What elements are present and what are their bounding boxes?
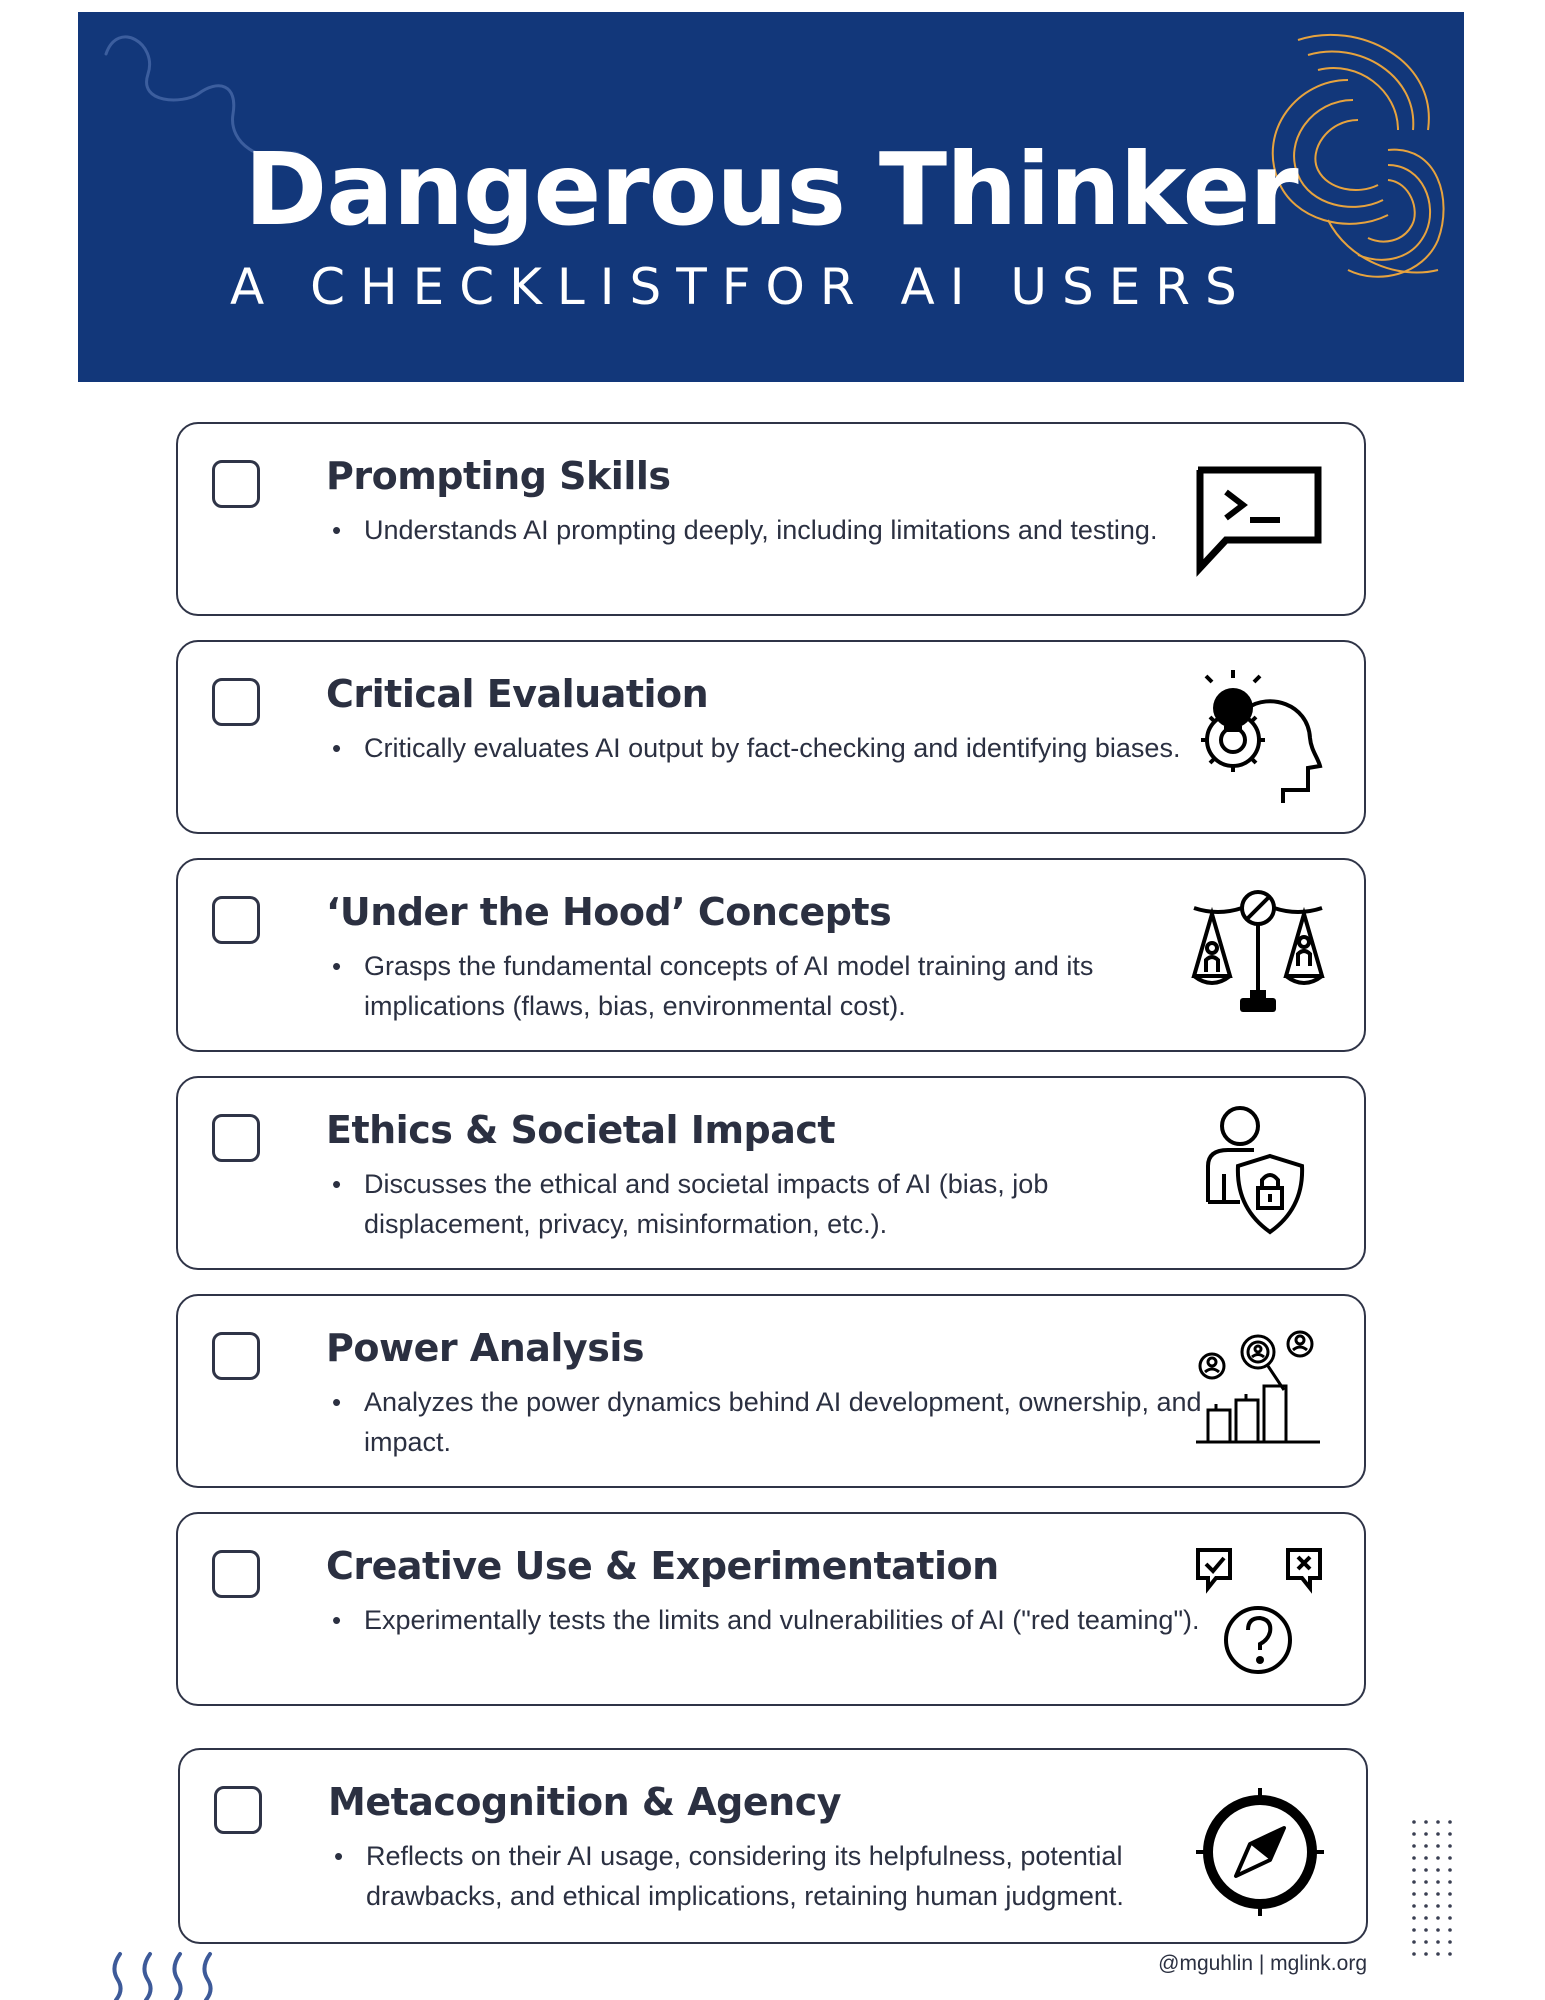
question-check-cross-icon bbox=[1188, 1540, 1328, 1680]
head-lightbulb-gear-icon bbox=[1188, 668, 1328, 808]
item-description-list bbox=[326, 946, 1206, 1026]
item-description: • Experimentally tests the limits and vulnerabilities of AI ("red teaming"). bbox=[326, 1600, 1206, 1640]
item-description: • Grasps the fundamental concepts of AI model training and its implications (flaws, bias, environmental cost). bbox=[326, 946, 1206, 1026]
terminal-chat-icon bbox=[1188, 450, 1328, 590]
checklist-item-power-analysis bbox=[176, 1294, 1366, 1488]
checkbox[interactable] bbox=[212, 1114, 260, 1162]
item-description-list bbox=[326, 1382, 1206, 1462]
checklist-item-prompting bbox=[176, 422, 1366, 616]
dot-grid-decoration bbox=[1410, 1818, 1458, 1958]
scales-bias-icon bbox=[1188, 886, 1328, 1026]
wave-lines-decoration bbox=[108, 1950, 238, 2000]
item-description: • Reflects on their AI usage, considering its helpfulness, potential drawbacks, and ethical implications, retaining human judgment. bbox=[328, 1836, 1228, 1916]
item-title: Ethics & Societal Impact bbox=[326, 1108, 836, 1152]
item-title: Prompting Skills bbox=[326, 454, 671, 498]
checkbox[interactable] bbox=[212, 896, 260, 944]
checkbox[interactable] bbox=[212, 678, 260, 726]
item-description-list bbox=[326, 1600, 1206, 1640]
item-description: • Discusses the ethical and societal impacts of AI (bias, job displacement, privacy, misinformation, etc.). bbox=[326, 1164, 1206, 1244]
page-subtitle: A CHECKLISTFOR AI USERS bbox=[230, 258, 1252, 316]
item-description-list bbox=[328, 1836, 1228, 1916]
header-banner bbox=[78, 12, 1464, 382]
checkbox[interactable] bbox=[214, 1786, 262, 1834]
item-description-list bbox=[326, 510, 1206, 550]
item-title: Power Analysis bbox=[326, 1326, 644, 1370]
item-description: • Critically evaluates AI output by fact-checking and identifying biases. bbox=[326, 728, 1206, 768]
item-title: Metacognition & Agency bbox=[328, 1780, 841, 1824]
page-title: Dangerous Thinker bbox=[244, 131, 1298, 248]
checklist-item-creative-use bbox=[176, 1512, 1366, 1706]
checkbox[interactable] bbox=[212, 1550, 260, 1598]
footer-credit: @mguhlin | mglink.org bbox=[1158, 1952, 1367, 1975]
compass-icon bbox=[1190, 1782, 1330, 1922]
checkbox[interactable] bbox=[212, 1332, 260, 1380]
checklist-item-critical-evaluation bbox=[176, 640, 1366, 834]
item-title: ‘Under the Hood’ Concepts bbox=[326, 890, 892, 934]
item-description-list bbox=[326, 1164, 1206, 1244]
item-description: • Understands AI prompting deeply, including limitations and testing. bbox=[326, 510, 1206, 550]
checklist-item-under-the-hood bbox=[176, 858, 1366, 1052]
item-title: Critical Evaluation bbox=[326, 672, 709, 716]
checklist-item-metacognition bbox=[178, 1748, 1368, 1944]
item-title: Creative Use & Experimentation bbox=[326, 1544, 999, 1588]
item-description: • Analyzes the power dynamics behind AI development, ownership, and impact. bbox=[326, 1382, 1206, 1462]
people-chart-magnifier-icon bbox=[1188, 1322, 1328, 1462]
checklist-item-ethics bbox=[176, 1076, 1366, 1270]
item-description-list bbox=[326, 728, 1206, 768]
user-shield-lock-icon bbox=[1188, 1104, 1328, 1244]
checkbox[interactable] bbox=[212, 460, 260, 508]
